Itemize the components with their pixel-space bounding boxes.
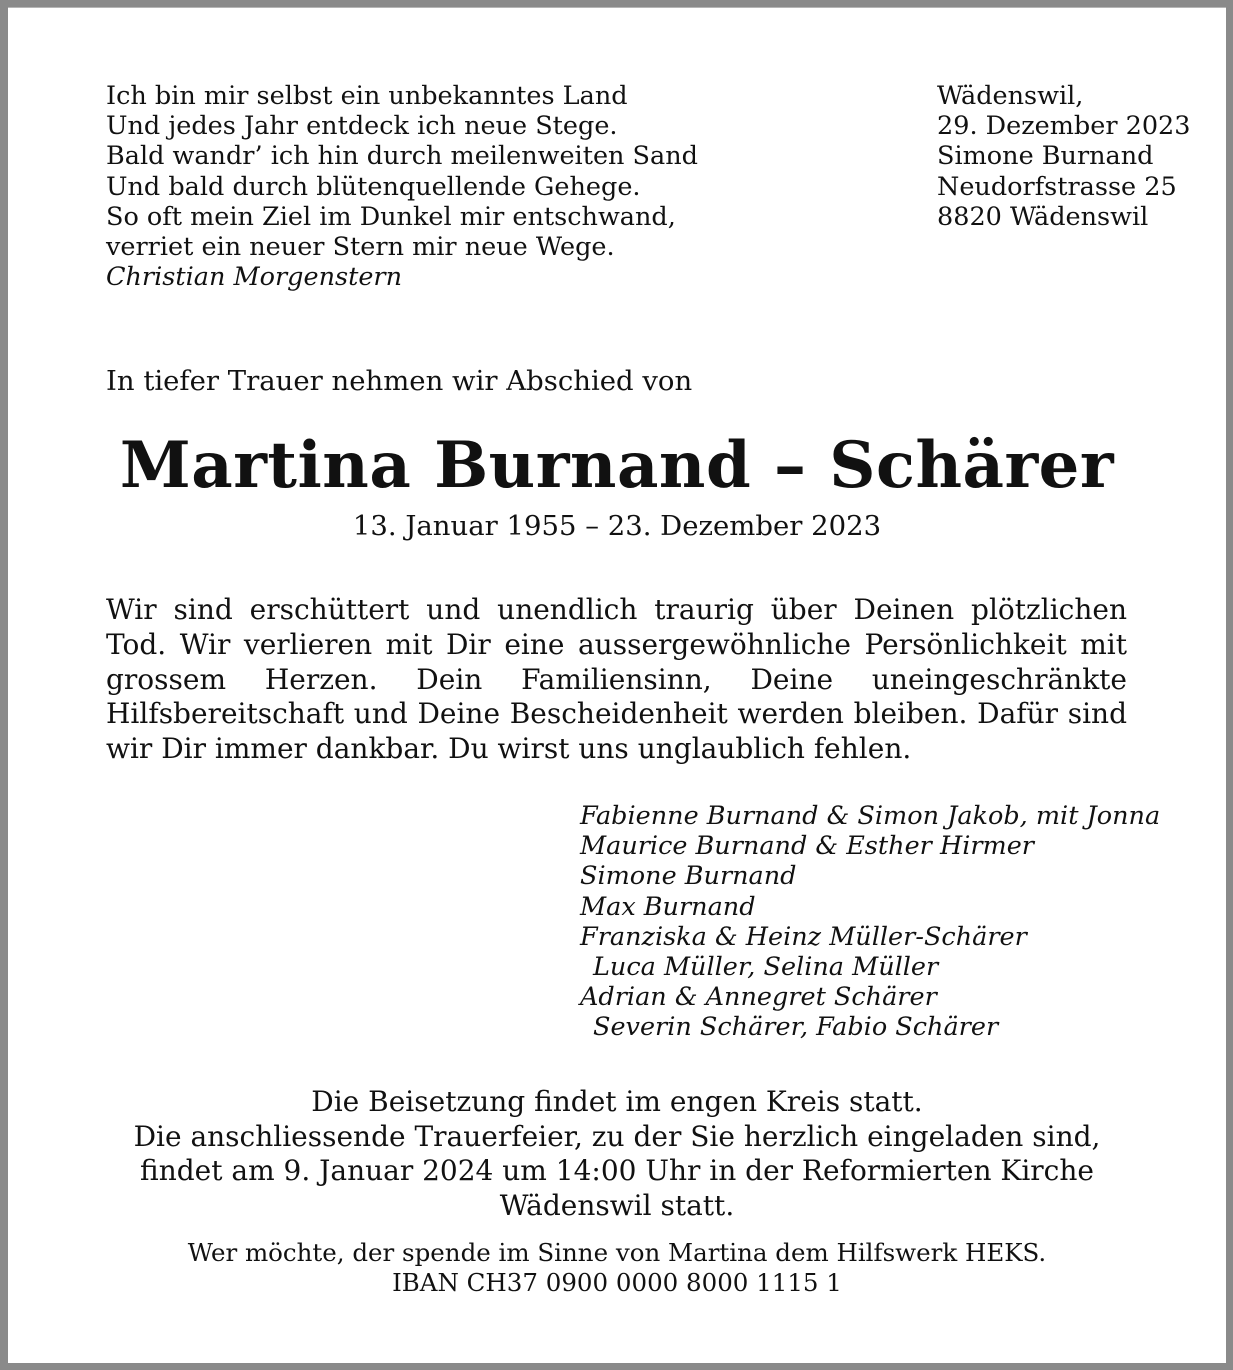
signatory: Simone Burnand xyxy=(580,861,797,892)
address-name: Simone Burnand xyxy=(937,141,1154,172)
donation-text: Wer möchte, der spende im Sinne von Martina dem Hilfswerk HEKS. xyxy=(187,1238,1047,1267)
poem-line: Ich bin mir selbst ein unbekanntes Land xyxy=(106,81,628,111)
poem-author: Christian Morgenstern xyxy=(106,262,403,293)
life-dates: 13. Januar 1955 – 23. Dezember 2023 xyxy=(352,510,882,542)
burial-line: Die Beisetzung findet im engen Kreis statt. xyxy=(311,1085,923,1118)
signatory: Fabienne Burnand & Simon Jakob, mit Jonna xyxy=(580,801,1161,831)
signatories-list xyxy=(580,801,1180,1043)
poem-line: Und bald durch blütenquellende Gehege. xyxy=(106,171,641,202)
poem-line: Und jedes Jahr entdeck ich neue Stege. xyxy=(106,111,618,142)
signatory: Severin Schärer, Fabio Schärer xyxy=(593,1012,999,1043)
poem xyxy=(106,81,826,292)
poem-line: Bald wandr’ ich hin durch meilenweiten Sand xyxy=(106,141,698,172)
burial-info xyxy=(8,1085,1226,1224)
signatory: Maurice Burnand & Esther Hirmer xyxy=(580,831,1034,862)
donation-info xyxy=(8,1238,1226,1298)
poem-line: verriet ein neuer Stern mir neue Wege. xyxy=(106,232,615,263)
address-city: 8820 Wädenswil xyxy=(937,201,1149,232)
announcement-intro: In tiefer Trauer nehmen wir Abschied von xyxy=(106,365,693,397)
address-place: Wädenswil, xyxy=(937,81,1084,111)
burial-line: Die anschliessende Trauerfeier, zu der Sie herzlich eingeladen sind, xyxy=(133,1119,1101,1153)
signatory: Luca Müller, Selina Müller xyxy=(593,952,939,983)
deceased-name: Martina Burnand – Schärer xyxy=(119,428,1115,503)
donation-iban: IBAN CH37 0900 0000 8000 1115 1 xyxy=(392,1268,842,1298)
signatory: Max Burnand xyxy=(580,891,756,922)
burial-line: Wädenswil statt. xyxy=(499,1189,735,1223)
tribute-text: Wir sind erschüttert und unendlich traurig über Deinen plötzlichen Tod. Wir verlieren mit Dir eine aussergewöhnliche Persönlichkeit mit grossem Herzen. Dein Familiensinn, Deine uneingeschränkte Hilfsbereitschaft und Deine Bescheidenheit werden bleiben. Dafür sind wir Dir immer dankbar. Du wirst uns unglaublich fehlen. xyxy=(106,593,1127,766)
signatory: Franziska & Heinz Müller-Schärer xyxy=(580,921,1027,952)
poem-line: So oft mein Ziel im Dunkel mir entschwand, xyxy=(106,201,676,232)
sender-address xyxy=(937,81,1217,232)
obituary-page xyxy=(8,7,1226,1363)
signatory: Adrian & Annegret Schärer xyxy=(580,982,937,1013)
address-street: Neudorfstrasse 25 xyxy=(937,171,1177,202)
address-date: 29. Dezember 2023 xyxy=(937,111,1191,142)
burial-line: findet am 9. Januar 2024 um 14:00 Uhr in der Reformierten Kirche xyxy=(140,1154,1094,1188)
